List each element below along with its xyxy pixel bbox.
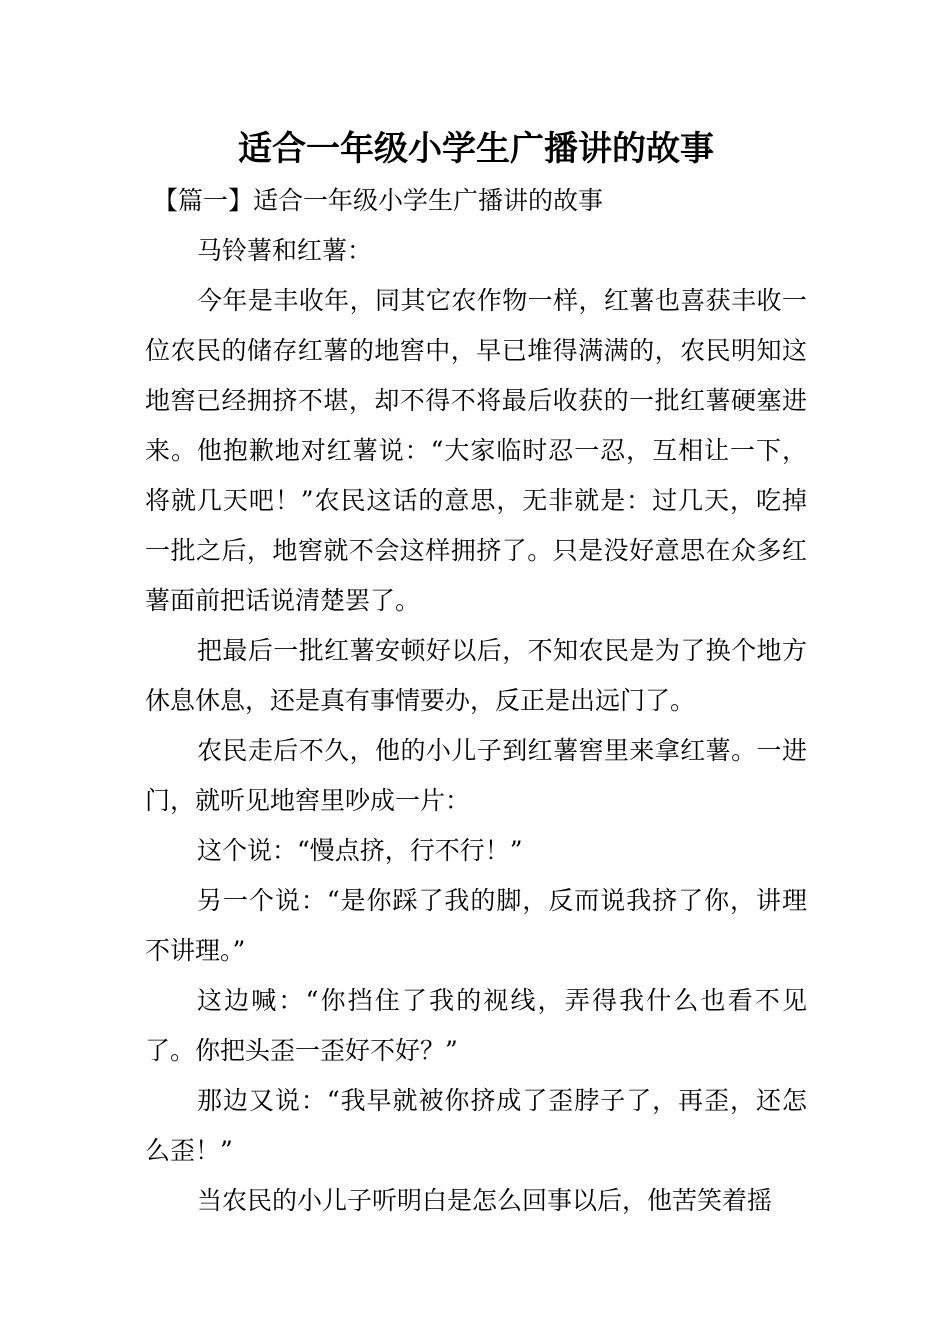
- paragraph-2: 今年是丰收年，同其它农作物一样，红薯也喜获丰收一位农民的储存红薯的地窖中，早已堆得满满的，农民明知这地窖已经拥挤不堪，却不得不将最后收获的一批红薯硬塞进来。他抱歉地对红薯说：“大家临时忍一忍，互相让一下，将就几天吧！”农民这话的意思，无非就是：过几天，吃掉一批之后，地窖就不会这样拥挤了。只是没好意思在众多红薯面前把话说清楚罢了。: [145, 286, 807, 615]
- section-heading: 【篇一】适合一年级小学生广播讲的故事: [153, 186, 604, 215]
- document-page: [145, 122, 807, 1226]
- paragraph-6: 另一个说：“是你踩了我的脚，反而说我挤了你，讲理不讲理。”: [145, 886, 807, 965]
- paragraph-4: 农民走后不久，他的小儿子到红薯窖里来拿红薯。一进门，就听见地窖里吵成一片：: [145, 736, 807, 815]
- paragraph-5: 这个说：“慢点挤，行不行！”: [197, 836, 523, 865]
- document-title: 适合一年级小学生广播讲的故事: [238, 129, 714, 169]
- paragraph-7: 这边喊：“你挡住了我的视线，弄得我什么也看不见了。你把头歪一歪好不好？”: [145, 986, 807, 1065]
- paragraph-1: 马铃薯和红薯：: [197, 236, 373, 265]
- paragraph-8: 那边又说：“我早就被你挤成了歪脖子了，再歪，还怎么歪！”: [145, 1086, 807, 1165]
- paragraph-3: 把最后一批红薯安顿好以后，不知农民是为了换个地方休息休息，还是真有事情要办，反正是出远门了。: [145, 636, 807, 715]
- paragraph-9: 当农民的小儿子听明白是怎么回事以后，他苦笑着摇: [197, 1186, 773, 1215]
